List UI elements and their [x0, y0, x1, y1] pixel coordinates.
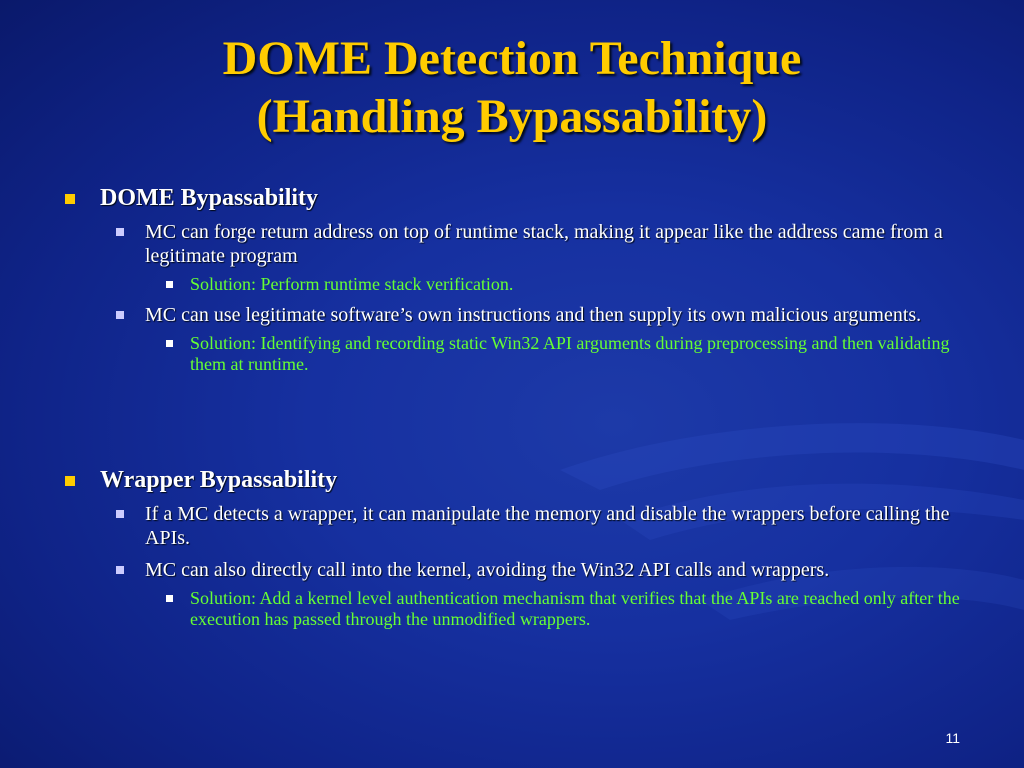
list-item	[60, 303, 960, 327]
square-bullet-icon	[166, 281, 173, 288]
section-heading-text: DOME Bypassability	[100, 185, 319, 211]
section-heading	[60, 466, 960, 494]
square-bullet-icon	[116, 228, 124, 236]
square-bullet-icon	[166, 595, 173, 602]
slide-title-line2: (Handling Bypassability)	[256, 90, 768, 143]
list-item	[60, 220, 960, 268]
section-heading	[60, 184, 960, 212]
square-bullet-icon	[65, 194, 75, 204]
page-number: 11	[945, 730, 960, 746]
solution-item	[60, 588, 960, 630]
section-heading-text: Wrapper Bypassability	[100, 467, 338, 493]
list-item	[60, 558, 960, 582]
square-bullet-icon	[116, 566, 124, 574]
slide-title	[0, 30, 1024, 146]
solution-text: Solution: Perform runtime stack verification.	[190, 274, 514, 294]
solution-text: Solution: Identifying and recording static Win32 API arguments during preprocessing and then validating them at runtime.	[190, 333, 950, 374]
solution-item	[60, 274, 960, 295]
square-bullet-icon	[116, 311, 124, 319]
section-wrapper-bypassability	[60, 466, 960, 630]
list-item-text: MC can forge return address on top of runtime stack, making it appear like the address came from a legitimate program	[145, 221, 943, 267]
list-item-text: MC can also directly call into the kernel, avoiding the Win32 API calls and wrappers.	[145, 559, 830, 581]
slide-title-line1: DOME Detection Technique	[222, 32, 802, 85]
square-bullet-icon	[65, 476, 75, 486]
list-item-text: If a MC detects a wrapper, it can manipulate the memory and disable the wrappers before calling the APIs.	[145, 503, 950, 549]
section-dome-bypassability	[60, 184, 960, 375]
square-bullet-icon	[166, 340, 173, 347]
solution-text: Solution: Add a kernel level authentication mechanism that verifies that the APIs are reached only after the execution has passed through the unmodified wrappers.	[190, 588, 960, 629]
square-bullet-icon	[116, 510, 124, 518]
list-item-text: MC can use legitimate software’s own instructions and then supply its own malicious arguments.	[145, 304, 922, 326]
list-item	[60, 502, 960, 550]
solution-item	[60, 333, 960, 375]
